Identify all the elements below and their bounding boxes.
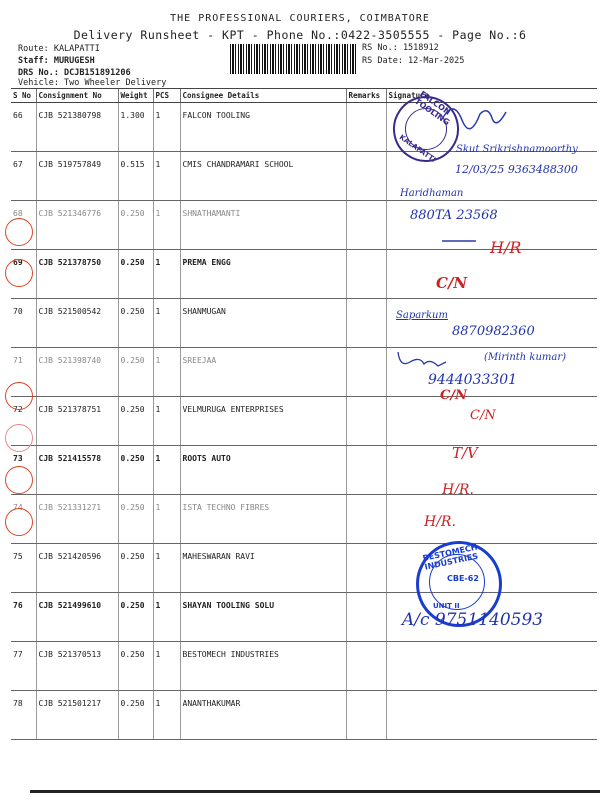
cell-consignment: CJB 521499610 xyxy=(36,593,118,642)
col-sno: S No xyxy=(11,89,36,103)
cell-sno: 67 xyxy=(11,152,36,201)
handwritten-note-73b: C/N xyxy=(470,408,496,423)
cell-weight: 0.250 xyxy=(118,397,153,446)
cell-remarks xyxy=(346,299,386,348)
cell-weight: 0.250 xyxy=(118,348,153,397)
cell-sno: 66 xyxy=(11,103,36,152)
sno-circle-69 xyxy=(5,218,33,246)
table-row xyxy=(11,495,597,544)
cell-consignment: CJB 521380798 xyxy=(36,103,118,152)
cell-consignee: SHNATHAMANTI xyxy=(180,201,346,250)
cell-consignment: CJB 521415578 xyxy=(36,446,118,495)
cell-remarks xyxy=(346,495,386,544)
cell-remarks xyxy=(346,691,386,740)
cell-sno: 74 xyxy=(11,495,36,544)
signature-row-72 xyxy=(394,348,450,370)
drs-number: DRS No.: DCJB151891206 xyxy=(18,68,131,78)
cell-weight: 0.250 xyxy=(118,495,153,544)
scan-artifact-line xyxy=(30,790,600,793)
cell-consignee: VELMURUGA ENTERPRISES xyxy=(180,397,346,446)
cell-consignee: ANANTHAKUMAR xyxy=(180,691,346,740)
company-name: THE PROFESSIONAL COURIERS, COIMBATORE xyxy=(170,13,430,24)
cell-remarks xyxy=(346,201,386,250)
handwritten-phone-68: 880TA 23568 xyxy=(410,208,498,223)
cell-sno: 68 xyxy=(11,201,36,250)
table-row xyxy=(11,397,597,446)
cell-consignee: SHAYAN TOOLING SOLU xyxy=(180,593,346,642)
handwritten-note-70: C/N xyxy=(436,274,468,292)
handwritten-phone-71: 8870982360 xyxy=(452,324,535,339)
cell-weight: 0.250 xyxy=(118,446,153,495)
cell-sno: 72 xyxy=(11,397,36,446)
cell-consignee: SREEJAA xyxy=(180,348,346,397)
cell-sno: 73 xyxy=(11,446,36,495)
cell-pcs: 1 xyxy=(153,642,180,691)
cell-consignee: MAHESWARAN RAVI xyxy=(180,544,346,593)
handwritten-note-73: C/N xyxy=(440,388,467,403)
cell-sno: 77 xyxy=(11,642,36,691)
cell-sno: 76 xyxy=(11,593,36,642)
cell-sno: 78 xyxy=(11,691,36,740)
col-weight: Weight xyxy=(118,89,153,103)
table-row xyxy=(11,642,597,691)
handwritten-name-72: (Mirinth kumar) xyxy=(484,352,567,363)
table-row xyxy=(11,299,597,348)
cell-pcs: 1 xyxy=(153,446,180,495)
cell-remarks xyxy=(346,446,386,495)
cell-weight: 0.250 xyxy=(118,299,153,348)
cell-consignment: CJB 521500542 xyxy=(36,299,118,348)
cell-pcs: 1 xyxy=(153,299,180,348)
cell-sno: 70 xyxy=(11,299,36,348)
table-row xyxy=(11,152,597,201)
table-row xyxy=(11,544,597,593)
cell-remarks xyxy=(346,642,386,691)
cell-sno: 69 xyxy=(11,250,36,299)
cell-consignment: CJB 521346776 xyxy=(36,201,118,250)
cell-remarks xyxy=(346,348,386,397)
cell-signature xyxy=(386,495,597,544)
stamp-bottom-text: KALAPATTI xyxy=(397,133,438,165)
dash-mark-69 xyxy=(440,236,480,246)
cell-remarks xyxy=(346,152,386,201)
col-consignment: Consignment No xyxy=(36,89,118,103)
cell-pcs: 1 xyxy=(153,103,180,152)
cell-pcs: 1 xyxy=(153,201,180,250)
cell-pcs: 1 xyxy=(153,544,180,593)
sno-circle-76 xyxy=(5,508,33,536)
cell-remarks xyxy=(346,397,386,446)
cell-sno: 75 xyxy=(11,544,36,593)
cell-consignee: ISTA TECHNO FIBRES xyxy=(180,495,346,544)
sno-circle-75 xyxy=(5,466,33,494)
handwritten-phone-72: 9444033301 xyxy=(428,372,518,388)
handwritten-note-75: H/R. xyxy=(442,482,474,498)
col-consignee: Consignee Details xyxy=(180,89,346,103)
table-row xyxy=(11,691,597,740)
cell-consignee: CMIS CHANDRAMARI SCHOOL xyxy=(180,152,346,201)
cell-remarks xyxy=(346,593,386,642)
handwritten-phone-67: 12/03/25 9363488300 xyxy=(455,163,578,176)
cell-consignment: CJB 521398740 xyxy=(36,348,118,397)
cell-consignee: BESTOMECH INDUSTRIES xyxy=(180,642,346,691)
cell-weight: 0.515 xyxy=(118,152,153,201)
cell-weight: 0.250 xyxy=(118,642,153,691)
stamp-mid-text: CBE-62 xyxy=(447,574,479,583)
cell-consignee: PREMA ENGG xyxy=(180,250,346,299)
handwritten-phone-78: A/c 9751140593 xyxy=(402,610,544,630)
handwritten-name-71: Saparkum xyxy=(396,310,448,321)
cell-pcs: 1 xyxy=(153,495,180,544)
runsheet-table xyxy=(11,88,597,740)
runsheet-subtitle: Delivery Runsheet - KPT - Phone No.:0422-3505555 - Page No.:6 xyxy=(73,28,527,42)
cell-pcs: 1 xyxy=(153,152,180,201)
sno-circle-70 xyxy=(5,259,33,287)
signature-row-66 xyxy=(440,96,510,136)
cell-consignment: CJB 521370513 xyxy=(36,642,118,691)
table-row xyxy=(11,446,597,495)
barcode xyxy=(230,44,358,74)
sno-circle-73 xyxy=(5,382,33,410)
cell-pcs: 1 xyxy=(153,593,180,642)
col-remarks: Remarks xyxy=(346,89,386,103)
stamp-bottom-text: UNIT II xyxy=(433,602,460,610)
rs-date: RS Date: 12-Mar-2025 xyxy=(362,56,465,66)
cell-consignee: FALCON TOOLING xyxy=(180,103,346,152)
cell-consignment: CJB 521331271 xyxy=(36,495,118,544)
col-pcs: PCS xyxy=(153,89,180,103)
handwritten-name-67: Skut Srikrishnamoorthy xyxy=(456,144,578,155)
staff-label: Staff: MURUGESH xyxy=(18,56,95,66)
cell-weight: 0.250 xyxy=(118,201,153,250)
cell-signature xyxy=(386,299,597,348)
cell-consignee: SHANMUGAN xyxy=(180,299,346,348)
handwritten-name-68: Haridhaman xyxy=(400,188,464,199)
cell-remarks xyxy=(346,103,386,152)
cell-pcs: 1 xyxy=(153,691,180,740)
route-label: Route: KALAPATTI xyxy=(18,44,100,54)
handwritten-note-76: H/R. xyxy=(424,514,456,530)
cell-pcs: 1 xyxy=(153,250,180,299)
cell-pcs: 1 xyxy=(153,348,180,397)
cell-consignment: CJB 521378750 xyxy=(36,250,118,299)
cell-consignee: ROOTS AUTO xyxy=(180,446,346,495)
cell-signature xyxy=(386,691,597,740)
cell-remarks xyxy=(346,544,386,593)
stamp-top-text: FALCON TOOLING xyxy=(412,89,453,128)
rs-number: RS No.: 1518912 xyxy=(362,43,439,53)
handwritten-note-74: T/V xyxy=(452,444,478,462)
cell-consignment: CJB 521378751 xyxy=(36,397,118,446)
cell-weight: 0.250 xyxy=(118,593,153,642)
vehicle-label: Vehicle: Two Wheeler Delivery xyxy=(18,78,167,88)
cell-sno: 71 xyxy=(11,348,36,397)
cell-signature xyxy=(386,446,597,495)
handwritten-note-69: H/R xyxy=(490,238,522,257)
cell-signature xyxy=(386,642,597,691)
cell-pcs: 1 xyxy=(153,397,180,446)
cell-consignment: CJB 521420596 xyxy=(36,544,118,593)
cell-weight: 0.250 xyxy=(118,691,153,740)
cell-consignment: CJB 521501217 xyxy=(36,691,118,740)
cell-remarks xyxy=(346,250,386,299)
col-signature: Signature xyxy=(386,89,597,103)
cell-weight: 0.250 xyxy=(118,544,153,593)
cell-consignment: CJB 519757849 xyxy=(36,152,118,201)
cell-weight: 0.250 xyxy=(118,250,153,299)
sno-circle-74 xyxy=(5,424,33,452)
cell-weight: 1.300 xyxy=(118,103,153,152)
stamp-top-text: BESTOMECH INDUSTRIES xyxy=(421,542,479,572)
